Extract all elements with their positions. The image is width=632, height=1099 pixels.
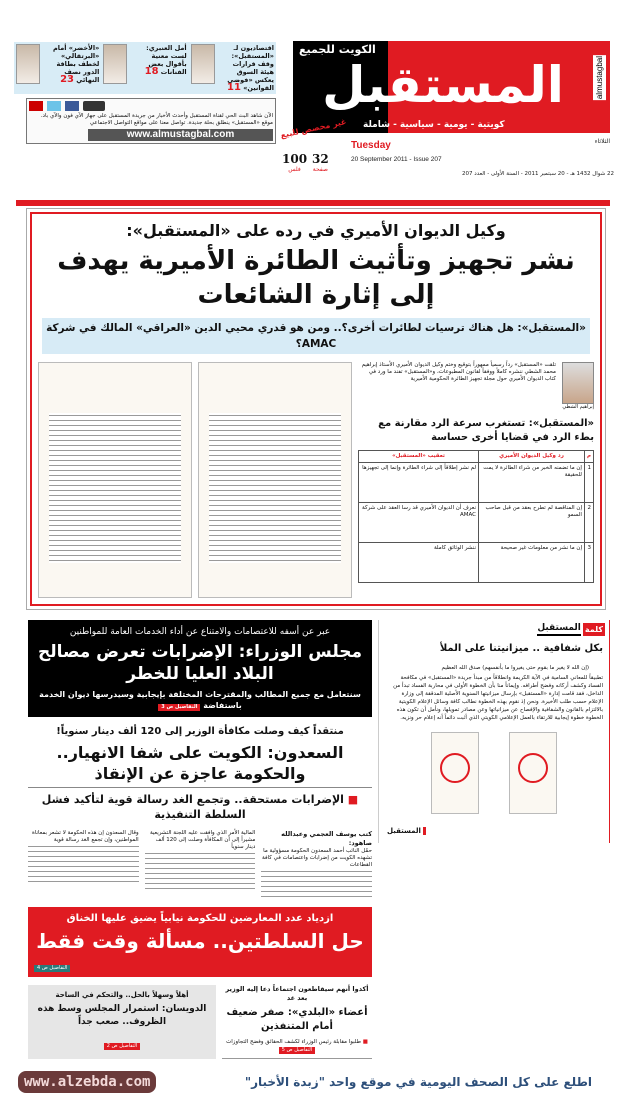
cabinet-headline: مجلس الوزراء: الإضرابات تعرض مصالح البلاد العليا للخطر [37, 642, 363, 684]
table-header: تعقيب «المستقبل» [359, 451, 479, 463]
teaser-photo [103, 44, 127, 84]
dissolve-story [28, 907, 372, 977]
page-tag[interactable]: التفاصيل ص 3 [158, 704, 200, 711]
footer-text: اطلع على كل الصحف اليومية في موقع واحد "زبدة الأخبار" [244, 1075, 592, 1089]
facebook-icon [65, 101, 79, 111]
saadoun-kicker: منتقداً كيف وصلت مكافأة الوزير إلى 120 ألف دينار سنوياً! [56, 726, 344, 737]
baladi-kicker: أكدوا أنهم سيقاطعون اجتماعاً دعا إليه الوزير بعد غد [225, 985, 369, 1002]
page-count-label: صفحة [312, 166, 328, 173]
tagline: كويتية - يومية - سياسية - شاملة [363, 120, 505, 130]
editorial-body: تطبيقاً للمعاني السامية في الآية الكريمة وانطلاقاً من مبدأ جريدة «المستقبل» في مكافحة الفساد وكشف أركانه وفضح أطرافه. وإيماناً منا بأن الخطوة الأولى في محاربة الفساد تبدأ من الداخل، فقد قامت إدارة «المستقبل» بإرسال ميزانيتها السنوية الأصلية المدققة إلى وزارة الإعلام حسب طلب الأخيرة. ونحن إذ نقوم بهذه الخطوة نطالب كافة وسائل الإعلام الكويتية بالالتزام بالقانون والشفافية والإفصاح عن ميزانياتها وعن مصادر تمويلها، ونأمل أن تكون هذه الخطوة خطوة إيجابية للارتقاء بالعمل الإعلامي الكويتي الذي أثبت دائماً أنه إعلام حر ونزيه. [393, 675, 603, 721]
lead-subhead: «المستقبل»: تستغرب سرعة الرد مقارنة مع بطء الرد في قضايا أخرى حساسة [378, 418, 594, 443]
saadoun-sub: الإضرابات مستحقة.. وتجمع الغد رسالة قوية لتأكيد فشل السلطة التنفيذية [41, 793, 344, 821]
baladi-sub: طلبوا مقابلة رئيس الوزراء لكشف الحقائق وفضح التجاوزات [226, 1039, 361, 1045]
table-row: 3 إن ما نشر من معلومات غير صحيحة ننشر الوثائق كاملة [359, 543, 594, 583]
date-arabic: 22 شوال 1432 هـ - 20 سبتمبر 2011 - السنة الأولى - العدد 207 [462, 171, 614, 177]
duwaisan-headline: الدويسان: استمرار المجلس وسط هذه الظروف.. صعب جداً [37, 1004, 207, 1027]
saadoun-story: منتقداً كيف وصلت مكافأة الوزير إلى 120 ألف دينار سنوياً! السعدون: الكويت على شفا الانهيار.. والحكومة عاجزة عن الإنقاذ ■ الإضرابات مستحقة.. وتجمع الغد رسالة قوية لتأكيد فشل السلطة التنفيذية [28, 725, 372, 822]
document-thumbnail [431, 732, 479, 814]
page-count: 32 [312, 152, 329, 166]
teaser-text: «الأخضر» أمام «البرتقالي» لخطف بطاقة الدور نصف النهائي [53, 44, 100, 84]
page-tag[interactable]: التفاصيل ص 5 [279, 1047, 315, 1054]
cabinet-kicker: عبر عن أسفه للاعتصامات والامتناع عن أداء الخدمات العامة للمواطنين [69, 627, 331, 637]
website-ad[interactable] [26, 98, 276, 144]
table-header: رد وكيل الديوان الأميري [479, 451, 585, 463]
body-text: حمّل النائب أحمد السعدون الحكومة مسؤولية ما تشهده الكويت من إضرابات واعتصامات في كافة القطاعات [262, 848, 372, 868]
footer-banner[interactable] [0, 1069, 632, 1099]
baladi-story: أكدوا أنهم سيقاطعون اجتماعاً دعا إليه الوزير بعد غد أعضاء «البلدي»: صفر ضعيف أمام المتنفذين ■ طلبوا مقابلة رئيس الوزراء لكشف الحقائق وفضح التجاوزات التفاصيل ص 5 [222, 985, 372, 1059]
website-url[interactable]: www.almustagbal.com [88, 129, 273, 141]
ipad-icon [83, 101, 105, 111]
lead-kicker: وكيل الديوان الأميري في رده على «المستقبل»: [126, 221, 506, 240]
dissolve-kicker: ازدياد عدد المعارضين للحكومة نيابياً يضيق عليها الخناق [66, 913, 334, 924]
editorial-column [378, 620, 610, 843]
twitter-icon [47, 101, 61, 111]
price: 100 [282, 152, 308, 166]
lead-story [30, 212, 602, 606]
document-image [38, 362, 192, 598]
teaser-photo [16, 44, 40, 84]
teaser-page: 18 [144, 66, 159, 77]
teaser-text: أمل العنبري: لست معنية بأقوال بعض الفنانات [146, 44, 187, 76]
teaser[interactable] [14, 42, 101, 94]
teaser[interactable] [189, 42, 276, 94]
saadoun-headline: السعدون: الكويت على شفا الانهيار.. والحكومة عاجزة عن الإنقاذ [28, 742, 372, 788]
teasers-strip [14, 42, 276, 94]
page-tag[interactable]: التفاصيل ص 2 [104, 1043, 140, 1050]
duwaisan-kicker: أهلاً وسهلاً بالحل.. والتحكم في الساحة [55, 991, 189, 999]
divider [16, 200, 610, 206]
table-row: 2 إن المناقصة لم تطرح بعقد من قبل صاحب السمو نعرف أن الديوان الأميري قد رسا العقد على شركة AMAC [359, 503, 594, 543]
teaser-page: 11 [227, 82, 241, 93]
official-portrait [562, 362, 594, 404]
document-thumbnail [509, 732, 557, 814]
document-image [198, 362, 352, 598]
teaser-text: اقتصاديون لـ «المستقبل»: وقف قرارات هيئة السوق يعكس «فوضى القوانين» [227, 44, 274, 92]
editorial-brand-foot: المستقبل [387, 827, 426, 835]
duwaisan-story [28, 985, 216, 1059]
youtube-icon [29, 101, 43, 111]
lead-question-bar: «المستقبل»: هل هناك ترسيات لطائرات أخرى؟.. ومن هو قدري محيي الدين «العراقي» المالك في شركة AMAC؟ [42, 318, 590, 354]
price-label: فلس [288, 166, 301, 173]
lead-intro: تلقت «المستقبل» رداً رسمياً ممهوراً بتوقيع وختم وكيل الديوان الأميري الأستاذ إبراهيم محمد الشطي ننشره كاملاً ووفقاً لقانون المطبوعات، و«المستقبل» تفند ما ورد في كتاب الديوان الأميري حول مجلة تجهيز الطائرة الحكومية الأميرية [361, 362, 556, 382]
header [0, 0, 632, 212]
body-text: وقال السعدون إن هذه الحكومة لا تشعر بمعاناة المواطنين، وإن تجمع الغد رسالة قوية [31, 830, 139, 843]
table-row: 1 إن ما تضمنه الخبر من شراء الطائرة لا يمت للحقيقة لم نشر إطلاقاً إلى شراء الطائرة وإنما إلى تجهيزها [359, 463, 594, 503]
cabinet-sub: سنتعامل مع جميع المطالب والمقترحات المختلفة بإيجابية وسيدرسها ديوان الخدمة باستفاضة [39, 690, 361, 710]
lead-headline: نشر تجهيز وتأثيث الطائرة الأميرية يهدف إلى إثارة الشائعات [57, 246, 575, 310]
page-tag[interactable]: التفاصيل ص 4 [34, 965, 70, 972]
date-english: 20 September 2011 - Issue 207 [351, 156, 442, 163]
day-english: Tuesday [351, 140, 391, 151]
editorial-label: كلمة [584, 624, 603, 634]
ad-text: الآن شاهد البث الحي لقناة المستقبل وأحدث الأخبار من جريدة المستقبل على جهاز الآي فون والآي باد. موقع «المستقبل» ينطلق بحلة جديدة. تواصل معنا على مواقع التواصل الاجتماعي [40, 113, 273, 126]
slogan: الكويت للجميع [299, 43, 376, 56]
latin-logo: almustagbal [595, 56, 604, 100]
editorial-title: بكل شفافية .. ميزانيتنا على الملأ [439, 643, 603, 654]
day-arabic: الثلاثاء [594, 138, 610, 145]
baladi-headline: أعضاء «البلدي»: صفر ضعيف أمام المتنفذين [226, 1007, 368, 1032]
teaser[interactable] [101, 42, 188, 94]
editorial-brand: المستقبل [537, 622, 581, 636]
cabinet-story [28, 620, 372, 717]
table-header: م [584, 451, 593, 463]
newspaper-logo: المستقبل [322, 56, 564, 114]
byline: كتب يوسف العجمي وعبدالله صاهود: [281, 830, 372, 847]
portrait-caption: إبراهيم الشطي [562, 404, 594, 410]
footer-url[interactable]: www.alzebda.com [18, 1071, 156, 1093]
not-for-sale: غير مخصص للبيع [279, 117, 348, 140]
dissolve-headline: حل السلطتين.. مسألة وقت فقط [36, 929, 364, 953]
body-text: المالية الأمر الذي وافقت عليه اللجنة التشريعية مشيراً إلى أن المكافأة وصلت إلى 120 ألف دينار سنوياً [149, 830, 256, 850]
teaser-photo [191, 44, 215, 84]
editorial-quote: (إن الله لا يغير ما بقوم حتى يغيروا ما بأنفسهم) صدق الله العظيم [441, 665, 589, 671]
teaser-page: 23 [60, 74, 74, 85]
response-table [358, 450, 594, 583]
